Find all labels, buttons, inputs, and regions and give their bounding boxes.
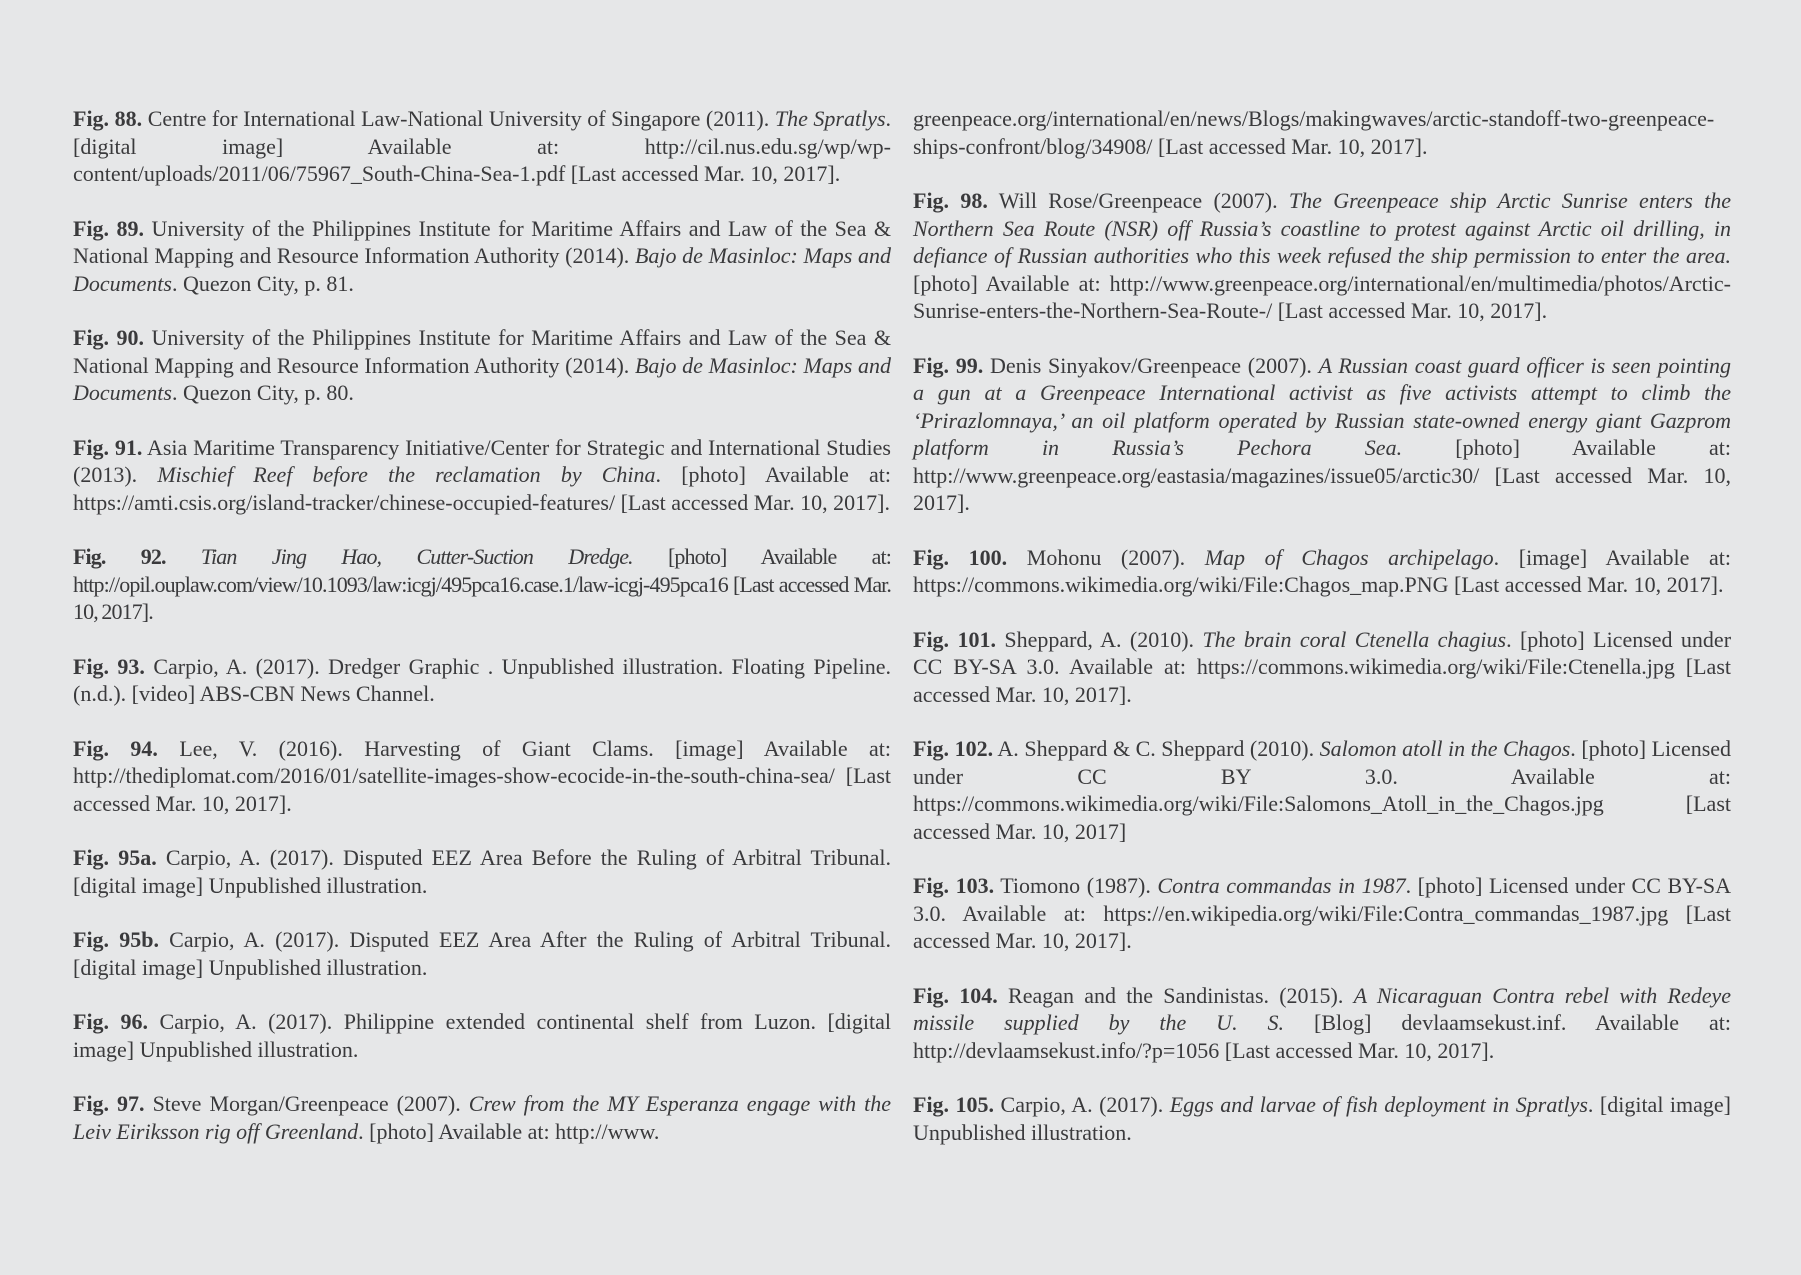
reference-title: Eggs and larvae of fish deployment in Spratlys (1169, 1092, 1588, 1117)
reference-details: . [photo] Licensed under CC BY 3.0. Available at: https://commons.wikimedia.org/wiki/File:Salomons_Atoll_in_the_Chagos.jpg [Last accessed Mar. 10, 2017] (913, 736, 1732, 844)
reference-text: Tiomono (1987). (1000, 873, 1151, 898)
figure-label: Fig. 95a. (73, 845, 157, 870)
reference-text: Centre for International Law-National University of Singapore (2011). (147, 106, 770, 131)
reference-entry (913, 352, 1731, 517)
reference-details: [photo] Available at: http://opil.ouplaw.com/view/10.1093/law:icgj/495pca16.case.1/law-icgj-495pca16 [Last accessed Mar. 10, 2017]. (73, 544, 891, 624)
reference-title: Contra commandas in 1987 (1157, 873, 1406, 898)
reference-details: . [digital image] Available at: http://cil.nus.edu.sg/wp/wp-content/uploads/2011/06/75967_South-China-Sea-1.pdf [Last accessed Mar. 10, 2017]. (73, 106, 892, 186)
figure-label: Fig. 96. (73, 1009, 149, 1034)
reference-details: . [photo] Licensed under CC BY-SA 3.0. Available at: https://en.wikipedia.org/wiki/File:Contra_commandas_1987.jpg [Last accessed Mar. 10, 2017]. (913, 873, 1732, 953)
reference-text: University of the Philippines Institute for Maritime Affairs and Law of the Sea & National Mapping and Resource Information Authority (2014). (73, 215, 892, 268)
reference-entry (913, 187, 1731, 325)
reference-title: A Nicaraguan Contra rebel with Redeye missile supplied by the U. S. (913, 982, 1732, 1035)
right-column (913, 105, 1731, 1173)
reference-text: Carpio, A. (2017). (1000, 1092, 1164, 1117)
figure-label: Fig. 102. (913, 736, 994, 761)
reference-text: Lee, V. (2016). Harvesting of Giant Clams. [image] Available at: http://thediplomat.com/2016/01/satellite-images-show-ecocide-in-the-south-china-sea/ [Last accessed Mar. 10, 2017]. (73, 735, 891, 816)
reference-entry (73, 926, 891, 981)
figure-label: Fig. 101. (913, 626, 996, 652)
reference-details: . [photo] Available at: https://amti.csis.org/island-tracker/chinese-occupied-features/ [Last accessed Mar. 10, 2017]. (73, 462, 891, 515)
reference-text: Asia Maritime Transparency Initiative/Center for Strategic and International Studies (2013). (73, 434, 891, 487)
reference-text: Carpio, A. (2017). Disputed EEZ Area Before the Ruling of Arbitral Tribunal. [digital image] Unpublished illustration. (73, 845, 891, 898)
reference-details: [photo] Available at: http://www.greenpeace.org/international/en/multimedia/photos/Arctic-Sunrise-enters-the-Northern-Sea-Route-/ [Last accessed Mar. 10, 2017]. (913, 270, 1731, 323)
reference-title: Crew from the MY Esperanza engage with the Leiv Eiriksson rig off Greenland (73, 1091, 891, 1144)
reference-entry (73, 434, 891, 517)
reference-text: Steve Morgan/Greenpeace (2007). (152, 1091, 461, 1116)
reference-text: Carpio, A. (2017). Dredger Graphic . Unpublished illustration. Floating Pipeline. (n.d.). [video] ABS-CBN News Channel. (73, 653, 891, 706)
reference-entry (73, 215, 891, 298)
reference-entry (73, 105, 891, 188)
reference-text: A. Sheppard & C. Sheppard (2010). (997, 736, 1315, 761)
reference-text: Carpio, A. (2017). Philippine extended continental shelf from Luzon. [digital image] Unpublished illustration. (73, 1009, 892, 1062)
reference-entry (913, 735, 1731, 845)
reference-title: Salomon atoll in the Chagos (1319, 736, 1571, 761)
reference-title: Map of Chagos archipelago (1204, 544, 1494, 570)
reference-entry (73, 1008, 891, 1063)
reference-details: . [photo] Available at: http://www. (358, 1118, 660, 1144)
reference-title: Bajo de Masinloc: Maps and Documents (73, 352, 891, 405)
reference-title: Tian Jing Hao, Cutter-Suction Dredge. (200, 544, 633, 569)
reference-text: greenpeace.org/international/en/news/Blogs/makingwaves/arctic-standoff-two-greenpeace-ships-confront/blog/34908/ [Last accessed Mar. 10, 2017]. (913, 106, 1715, 159)
reference-title: The brain coral Ctenella chagius (1202, 626, 1507, 652)
reference-text: Will Rose/Greenpeace (2007). (998, 188, 1278, 213)
reference-entry (73, 844, 891, 899)
figure-label: Fig. 97. (73, 1091, 145, 1116)
reference-text: Carpio, A. (2017). Disputed EEZ Area After the Ruling of Arbitral Tribunal. [digital image] Unpublished illustration. (73, 927, 891, 980)
figure-label: Fig. 100. (913, 544, 1008, 570)
reference-title: A Russian coast guard officer is seen pointing a gun at a Greenpeace International activist as five activists attempt to climb the ‘Prirazlomnaya,’ an oil platform operated by Russian state-owned energy giant Gazprom platform in Russia’s Pechora Sea. (913, 352, 1732, 460)
figure-label: Fig. 93. (73, 653, 145, 679)
reference-entry (73, 1090, 891, 1145)
reference-entry (73, 324, 891, 407)
reference-details: . Quezon City, p. 81. (171, 270, 354, 296)
reference-title: Mischief Reef before the reclamation by China (157, 462, 656, 487)
figure-label: Fig. 105. (913, 1092, 995, 1117)
reference-details: . [photo] Licensed under CC BY-SA 3.0. Available at: https://commons.wikimedia.org/wiki/File:Ctenella.jpg [Last accessed Mar. 10, 2017]. (913, 626, 1732, 707)
figure-label: Fig. 103. (913, 873, 995, 898)
reference-details: . Quezon City, p. 80. (171, 380, 354, 405)
figure-label: Fig. 98. (913, 188, 988, 213)
reference-entry (73, 653, 891, 708)
reference-entry (913, 544, 1731, 599)
reference-details: . [image] Available at: https://commons.wikimedia.org/wiki/File:Chagos_map.PNG [Last accessed Mar. 10, 2017]. (913, 544, 1732, 597)
reference-title: The Spratlys (774, 106, 886, 131)
reference-entry (73, 735, 891, 818)
reference-details: [photo] Available at: http://www.greenpeace.org/eastasia/magazines/issue05/arctic30/ [Last accessed Mar. 10, 2017]. (913, 435, 1731, 515)
reference-text: Reagan and the Sandinistas. (2015). (1008, 982, 1344, 1008)
reference-text: Mohonu (2007). (1026, 544, 1186, 570)
reference-entry (73, 543, 891, 626)
reference-entry (913, 626, 1731, 709)
figure-label: Fig. 95b. (73, 927, 159, 952)
figure-label: Fig. 90. (73, 325, 145, 350)
figure-label: Fig. 99. (913, 352, 984, 378)
reference-entry (913, 872, 1731, 955)
reference-entry (913, 982, 1731, 1065)
figure-label: Fig. 104. (913, 982, 998, 1008)
reference-title: The Greenpeace ship Arctic Sunrise enters the Northern Sea Route (NSR) off Russia’s coastline to protest against Arctic oil drilling, in defiance of Russian authorities who this week refused the ship permission to enter the area. (913, 188, 1731, 268)
reference-details: . [digital image] Unpublished illustration. (913, 1092, 1732, 1145)
reference-text: Sheppard, A. (2010). (1004, 626, 1195, 652)
reference-title: Bajo de Masinloc: Maps and Documents (73, 243, 891, 296)
reference-text: Denis Sinyakov/Greenpeace (2007). (989, 352, 1312, 378)
reference-entry (913, 105, 1731, 160)
reference-text: University of the Philippines Institute for Maritime Affairs and Law of the Sea & National Mapping and Resource Information Authority (2014). (73, 325, 892, 378)
figure-label: Fig. 89. (73, 215, 145, 241)
figure-label: Fig. 92. (73, 544, 166, 569)
reference-details: [Blog] devlaamsekust.inf. Available at: http://devlaamsekust.info/?p=1056 [Last accessed Mar. 10, 2017]. (913, 1010, 1731, 1063)
figure-label: Fig. 91. (73, 434, 143, 460)
figure-label: Fig. 94. (73, 735, 158, 761)
left-column (73, 105, 891, 1172)
reference-entry (913, 1091, 1731, 1146)
figure-label: Fig. 88. (73, 106, 143, 131)
